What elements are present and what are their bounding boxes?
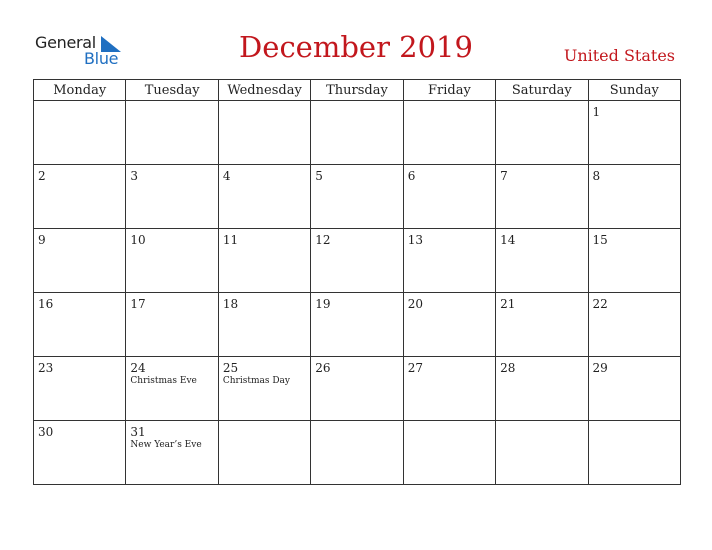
day-cell (311, 293, 403, 357)
day-cell (496, 293, 588, 357)
day-number: 31 (130, 425, 146, 439)
calendar-grid (33, 79, 681, 485)
day-cell (588, 165, 680, 229)
holiday-label: Christmas Eve (130, 376, 197, 386)
weekday-monday: Monday (34, 80, 126, 101)
day-cell (311, 229, 403, 293)
week-row (34, 357, 681, 421)
logo-text-general: General (35, 33, 96, 52)
day-cell (311, 165, 403, 229)
day-cell (588, 101, 680, 165)
day-cell (588, 229, 680, 293)
day-cell (403, 357, 495, 421)
day-cell (34, 421, 126, 485)
day-cell (588, 293, 680, 357)
day-cell (126, 165, 218, 229)
holiday-label: New Year’s Eve (130, 440, 202, 450)
day-cell (403, 101, 495, 165)
day-number (496, 101, 587, 119)
day-cell (588, 357, 680, 421)
day-cell (588, 421, 680, 485)
day-number: 25 (222, 361, 239, 375)
day-number: 27 (407, 361, 423, 375)
day-number: 5 (315, 169, 323, 183)
day-number: 13 (407, 233, 423, 247)
weekday-sunday: Sunday (588, 80, 680, 101)
day-number (34, 101, 125, 119)
day-cell (496, 165, 588, 229)
day-number: 17 (130, 297, 146, 311)
calendar-title: December 2019 (239, 30, 473, 64)
day-cell (126, 421, 218, 485)
day-cell (218, 421, 310, 485)
weekday-thursday: Thursday (311, 80, 403, 101)
day-cell (403, 165, 495, 229)
week-row (34, 101, 681, 165)
day-number: 28 (500, 361, 516, 375)
day-number (219, 101, 310, 119)
day-cell (34, 165, 126, 229)
day-number: 15 (592, 233, 608, 247)
day-cell (126, 357, 218, 421)
day-cell (403, 229, 495, 293)
day-cell (496, 101, 588, 165)
week-row (34, 165, 681, 229)
day-number: 2 (38, 169, 46, 183)
day-cell (311, 421, 403, 485)
day-cell (496, 421, 588, 485)
day-number: 18 (222, 297, 239, 311)
day-cell (34, 101, 126, 165)
weekday-tuesday: Tuesday (126, 80, 218, 101)
day-cell (218, 229, 310, 293)
weekday-wednesday: Wednesday (218, 80, 310, 101)
day-cell (311, 101, 403, 165)
day-cell (126, 293, 218, 357)
holiday-label: Christmas Day (222, 376, 290, 386)
weekday-header-row (34, 80, 681, 101)
day-number: 19 (315, 297, 331, 311)
day-cell (126, 101, 218, 165)
day-number (404, 421, 495, 439)
day-number: 9 (38, 233, 46, 247)
week-row (34, 229, 681, 293)
day-number: 8 (592, 169, 601, 183)
day-cell (34, 357, 126, 421)
day-number: 11 (222, 233, 239, 247)
day-number (404, 101, 495, 119)
day-number: 22 (592, 297, 608, 311)
day-number: 21 (500, 297, 516, 311)
day-cell (496, 357, 588, 421)
day-number (219, 421, 310, 439)
day-number: 30 (38, 425, 54, 439)
day-number: 12 (315, 233, 331, 247)
day-number (126, 101, 217, 119)
day-number (311, 101, 402, 119)
day-cell (311, 357, 403, 421)
day-number (496, 421, 587, 439)
week-row (34, 421, 681, 485)
day-number: 1 (592, 105, 601, 119)
day-cell (403, 293, 495, 357)
day-number: 10 (130, 233, 146, 247)
day-number: 24 (130, 361, 146, 375)
country-label: United States (563, 46, 675, 65)
weekday-saturday: Saturday (496, 80, 588, 101)
week-row (34, 293, 681, 357)
day-cell (34, 229, 126, 293)
day-number: 23 (38, 361, 54, 375)
day-cell (218, 357, 310, 421)
day-number: 29 (592, 361, 608, 375)
day-cell (218, 101, 310, 165)
day-cell (34, 293, 126, 357)
day-number (589, 421, 680, 439)
day-number: 20 (407, 297, 423, 311)
day-number: 6 (407, 169, 416, 183)
day-number: 14 (500, 233, 516, 247)
day-number (311, 421, 402, 439)
day-number: 7 (500, 169, 508, 183)
day-cell (496, 229, 588, 293)
day-cell (218, 293, 310, 357)
day-number: 4 (222, 169, 231, 183)
logo-text-blue: Blue (84, 49, 119, 68)
day-number: 3 (130, 169, 139, 183)
weekday-friday: Friday (403, 80, 495, 101)
day-cell (218, 165, 310, 229)
day-number: 26 (315, 361, 331, 375)
day-number: 16 (38, 297, 54, 311)
day-cell (126, 229, 218, 293)
day-cell (403, 421, 495, 485)
